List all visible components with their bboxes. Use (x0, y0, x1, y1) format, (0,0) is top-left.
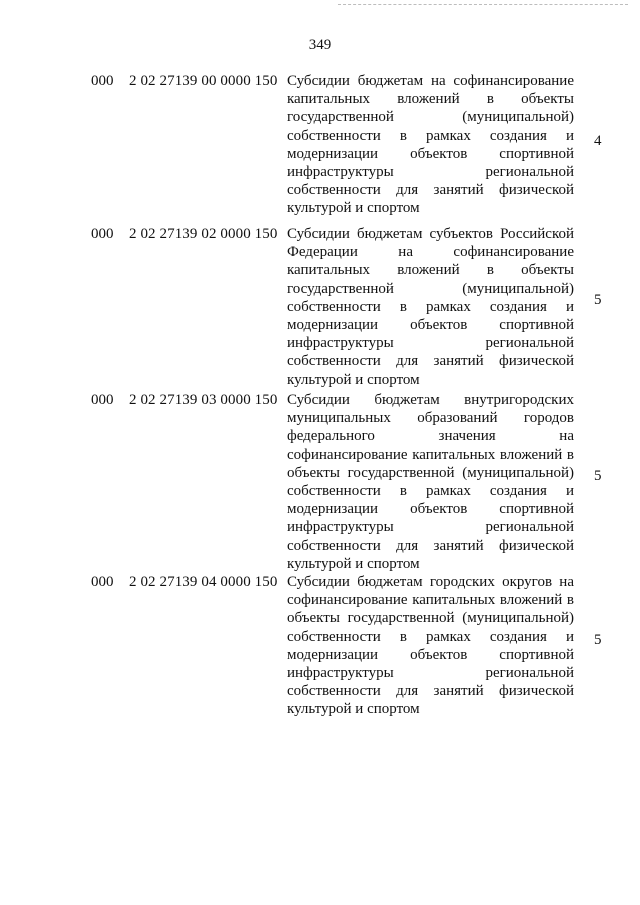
description-line: софинансирование капитальных вложений в (287, 592, 574, 609)
income-description (287, 391, 574, 573)
description-line: модернизации объектов спортивной (287, 317, 574, 334)
admin-code: 000 (91, 73, 114, 89)
description-line: капитальных вложений в объекты (287, 262, 574, 279)
amount-value: 5 (594, 468, 602, 484)
amount-value: 4 (594, 133, 602, 149)
description-line: инфраструктуры региональной (287, 164, 574, 181)
income-description (287, 72, 574, 218)
description-line: объекты государственной (муниципальной) (287, 610, 574, 627)
description-line: собственности в рамках создания и (287, 298, 574, 315)
description-line: капитальных вложений в объекты (287, 91, 574, 108)
admin-code: 000 (91, 226, 114, 242)
budget-classification-code: 2 02 27139 03 0000 150 (129, 392, 278, 408)
amount-value: 5 (594, 292, 602, 308)
description-line: собственности для занятий физической (287, 353, 574, 370)
description-line: Субсидии бюджетам субъектов Российской (287, 226, 574, 242)
description-line: государственной (муниципальной) (287, 109, 574, 126)
admin-code: 000 (91, 392, 114, 408)
description-line: Субсидии бюджетам городских округов на (287, 574, 574, 590)
description-line: федерального значения на (287, 428, 574, 445)
description-line: софинансирование капитальных вложений в (287, 446, 574, 463)
description-line: культурой и спортом (287, 371, 420, 388)
admin-code: 000 (91, 574, 114, 590)
page-number: 349 (308, 37, 332, 53)
description-line: культурой и спортом (287, 555, 420, 572)
description-line: модернизации объектов спортивной (287, 501, 574, 518)
description-line: собственности в рамках создания и (287, 628, 574, 645)
description-line: Субсидии бюджетам на софинансирование (287, 73, 574, 89)
description-line: модернизации объектов спортивной (287, 145, 574, 162)
budget-classification-code: 2 02 27139 02 0000 150 (129, 226, 278, 242)
amount-value: 5 (594, 632, 602, 648)
description-line: Федерации на софинансирование (287, 244, 574, 261)
description-line: инфраструктуры региональной (287, 519, 574, 536)
description-line: собственности для занятий физической (287, 182, 574, 199)
budget-classification-code: 2 02 27139 00 0000 150 (129, 73, 278, 89)
description-line: государственной (муниципальной) (287, 280, 574, 297)
description-line: муниципальных образований городов (287, 410, 574, 427)
income-description (287, 573, 574, 719)
description-line: культурой и спортом (287, 701, 420, 718)
description-line: инфраструктуры региональной (287, 335, 574, 352)
description-line: культурой и спортом (287, 200, 420, 217)
description-line: собственности для занятий физической (287, 683, 574, 700)
description-line: собственности в рамках создания и (287, 483, 574, 500)
description-line: инфраструктуры региональной (287, 665, 574, 682)
scan-top-edge (338, 4, 628, 5)
income-description (287, 225, 574, 389)
description-line: собственности для занятий физической (287, 537, 574, 554)
budget-classification-code: 2 02 27139 04 0000 150 (129, 574, 278, 590)
description-line: Субсидии бюджетам внутригородских (287, 392, 574, 408)
description-line: собственности в рамках создания и (287, 127, 574, 144)
description-line: модернизации объектов спортивной (287, 646, 574, 663)
description-line: объекты государственной (муниципальной) (287, 464, 574, 481)
